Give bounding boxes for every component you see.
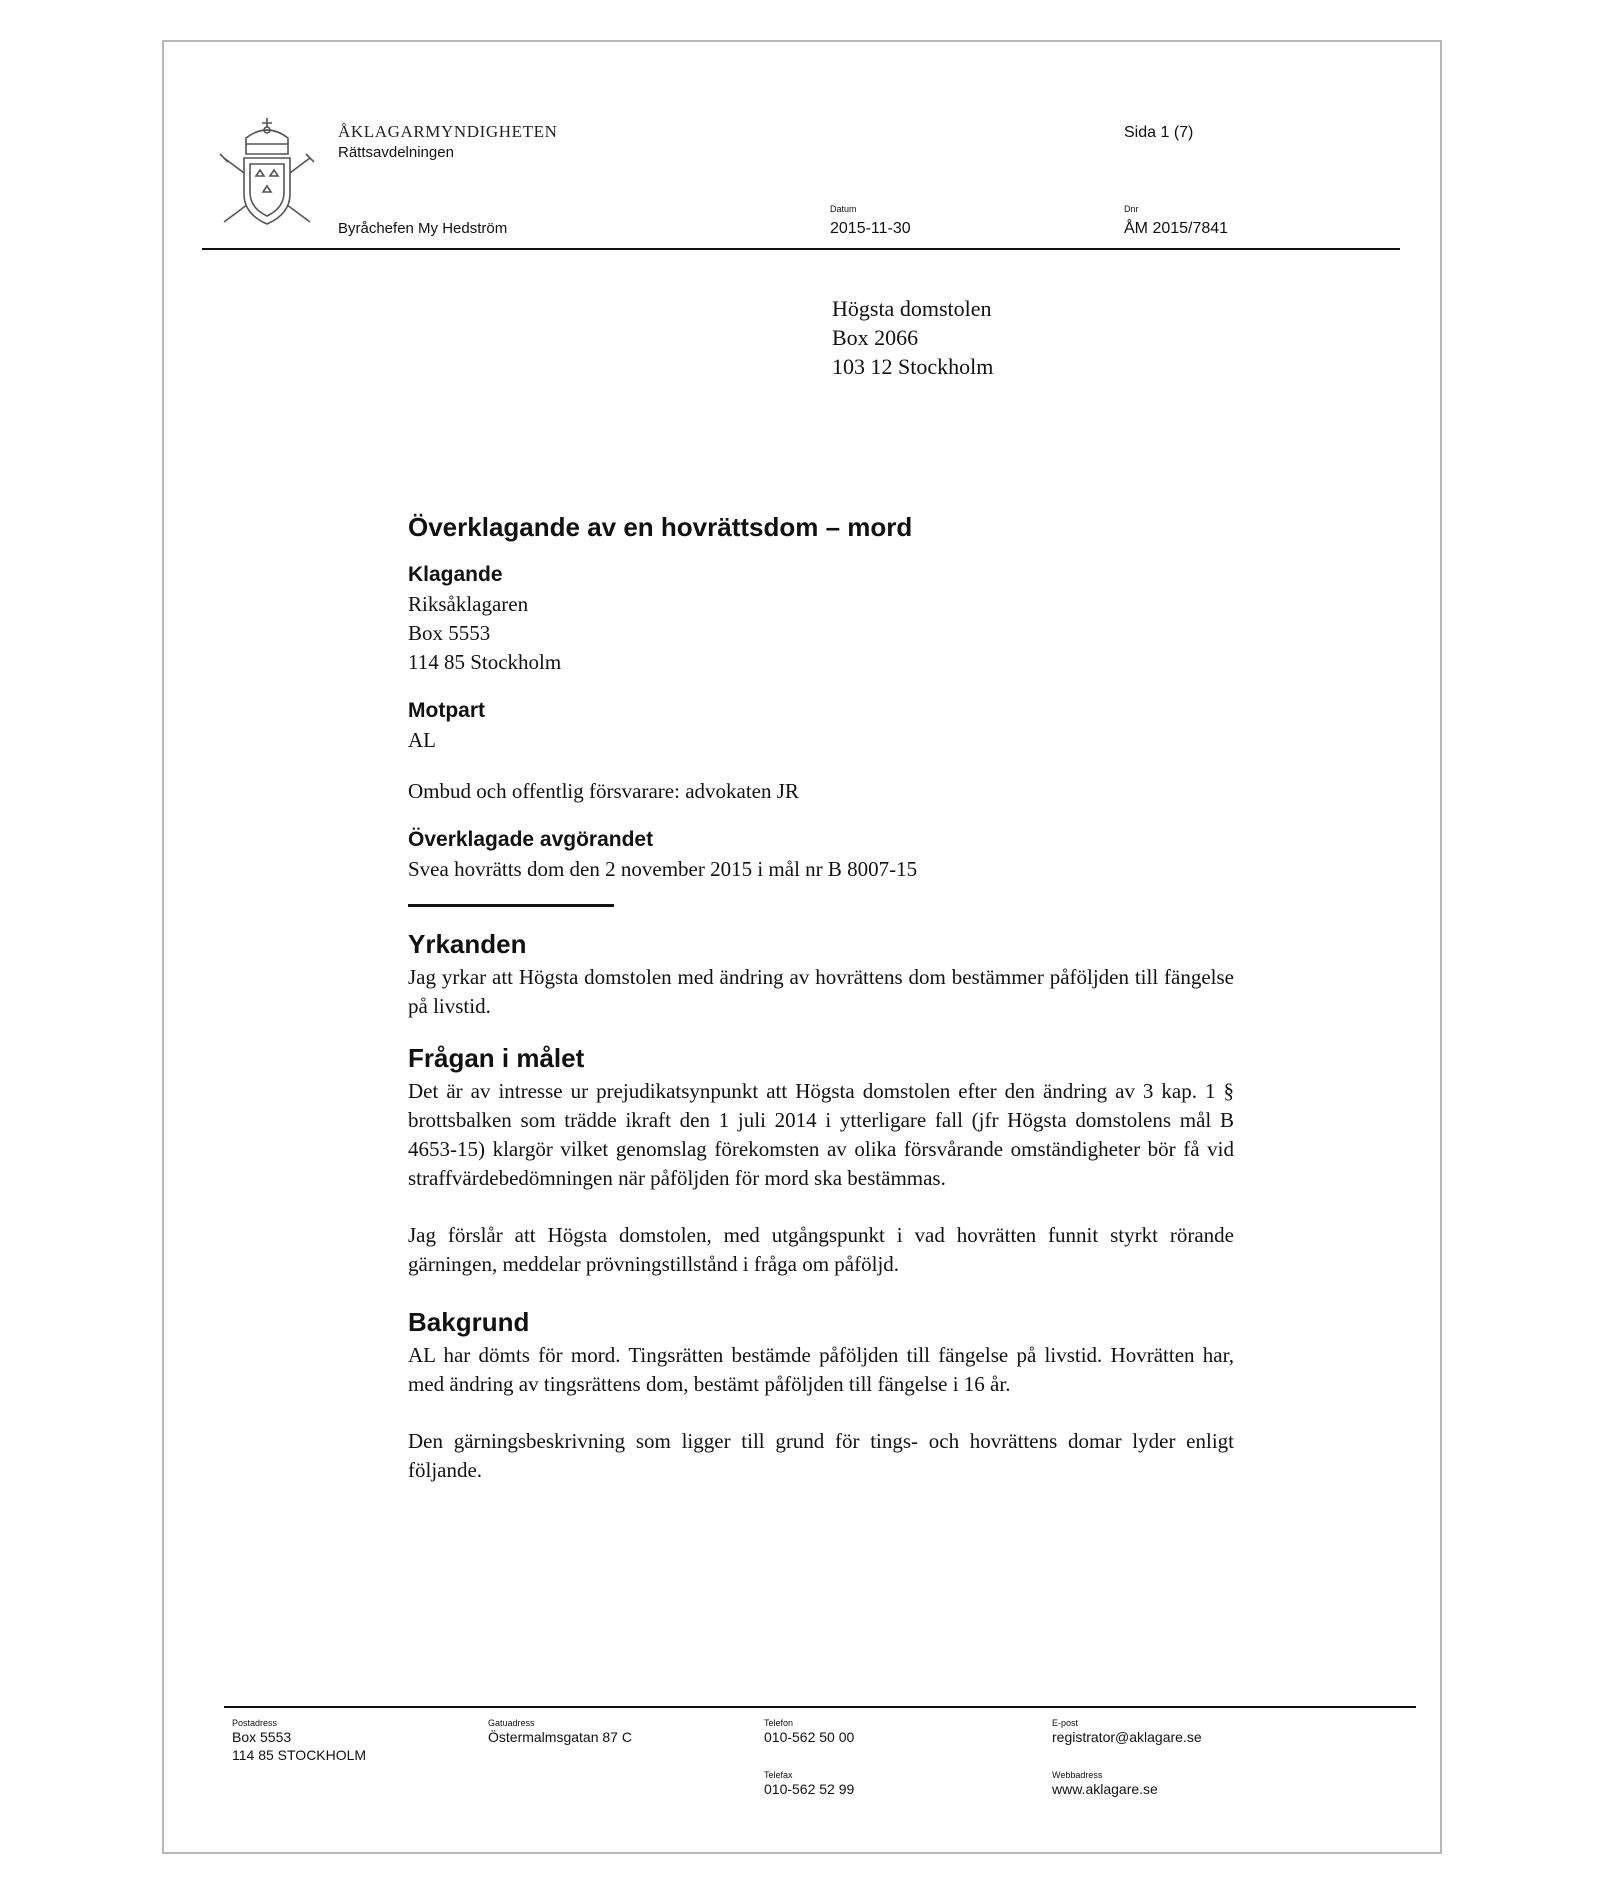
- footer-postadress: [232, 1718, 366, 1764]
- footer-label: Telefax: [764, 1770, 793, 1780]
- recipient-line: Högsta domstolen: [832, 296, 992, 321]
- agency-name: ÅKLAGARMYNDIGHETEN: [338, 122, 558, 141]
- recipient-line: 103 12 Stockholm: [832, 354, 994, 379]
- footer-telefon: [764, 1718, 854, 1746]
- motpart-name: AL: [408, 728, 436, 752]
- klagande-heading: Klagande: [408, 563, 503, 586]
- dnr-value: ÅM 2015/7841: [1124, 220, 1229, 237]
- bakgrund-paragraph: Den gärningsbeskrivning som ligger till grund för tings- och hovrättens domar lyder enligt följande.: [408, 1429, 1234, 1482]
- overklagade-heading: Överklagade avgörandet: [408, 828, 654, 851]
- footer-label: Telefon: [764, 1718, 794, 1728]
- document-body: [408, 512, 1234, 1485]
- footer-epost: [1052, 1718, 1202, 1746]
- footer-label: Webbadress: [1052, 1770, 1103, 1780]
- footer-label: Postadress: [232, 1718, 278, 1728]
- email-link[interactable]: registrator@aklagare.se: [1052, 1729, 1202, 1745]
- footer-value: Östermalmsgatan 87 C: [488, 1729, 632, 1745]
- document-page: [162, 40, 1442, 1854]
- klagande-line: Riksåklagaren: [408, 592, 529, 616]
- yrkanden-heading: Yrkanden: [408, 929, 527, 959]
- fragan-heading: Frågan i målet: [408, 1043, 585, 1073]
- footer-label: Gatuadress: [488, 1718, 535, 1728]
- document-title: Överklagande av en hovrättsdom – mord: [408, 512, 913, 542]
- motpart-heading: Motpart: [408, 699, 485, 722]
- coat-of-arms-icon: [216, 114, 318, 232]
- fragan-paragraph: Det är av intresse ur prejudikatsynpunkt att Högsta domstolen efter den ändring av 3 kap. 1 § brottsbalken som trädde ikraft den 1 juli 2014 i ytterligare fall (jfr Högsta domstolens mål B 4653-15) klargör vilket genomslag förekomsten av olika försvårande omständigheter bör få vid straffvärdebedömningen när påföljden för mord ska bestämmas.: [408, 1079, 1234, 1190]
- klagande-line: 114 85 Stockholm: [408, 650, 562, 674]
- klagande-line: Box 5553: [408, 621, 491, 645]
- date-value: 2015-11-30: [830, 220, 911, 237]
- yrkanden-text: Jag yrkar att Högsta domstolen med ändring av hovrättens dom bestämmer påföljden till fängelse på livstid.: [408, 965, 1234, 1018]
- recipient-address: [832, 294, 993, 381]
- bakgrund-heading: Bakgrund: [408, 1307, 530, 1337]
- footer-divider: [224, 1706, 1416, 1708]
- footer-value: 010-562 50 00: [764, 1729, 855, 1745]
- footer-gatuadress: [488, 1718, 632, 1746]
- footer-label: E-post: [1052, 1718, 1079, 1728]
- ombud-text: Ombud och offentlig försvarare: advokaten JR: [408, 779, 799, 803]
- signer-name: Byråchefen My Hedström: [338, 220, 508, 237]
- footer-value: 114 85 STOCKHOLM: [232, 1747, 367, 1763]
- dnr-label: Dnr: [1124, 204, 1139, 214]
- header-divider: [202, 248, 1400, 250]
- recipient-line: Box 2066: [832, 325, 919, 350]
- department-name: Rättsavdelningen: [338, 144, 454, 161]
- page-number: Sida 1 (7): [1124, 124, 1194, 141]
- website-link[interactable]: www.aklagare.se: [1052, 1781, 1158, 1797]
- section-divider: [408, 904, 614, 907]
- date-label: Datum: [830, 204, 857, 214]
- footer-value: Box 5553: [232, 1729, 292, 1745]
- bakgrund-paragraph: AL har dömts för mord. Tingsrätten bestämde påföljden till fängelse på livstid. Hovrätten har, med ändring av tingsrättens dom, bestämt påföljden till fängelse i 16 år.: [408, 1343, 1234, 1396]
- fragan-paragraph: Jag förslår att Högsta domstolen, med utgångspunkt i vad hovrätten funnit styrkt rörande gärningen, meddelar prövningstillstånd i fråga om påföljd.: [408, 1223, 1234, 1276]
- footer-webbadress: [1052, 1770, 1158, 1798]
- overklagade-text: Svea hovrätts dom den 2 november 2015 i mål nr B 8007-15: [408, 857, 918, 881]
- footer-value: 010-562 52 99: [764, 1781, 855, 1797]
- footer-telefax: [764, 1770, 854, 1798]
